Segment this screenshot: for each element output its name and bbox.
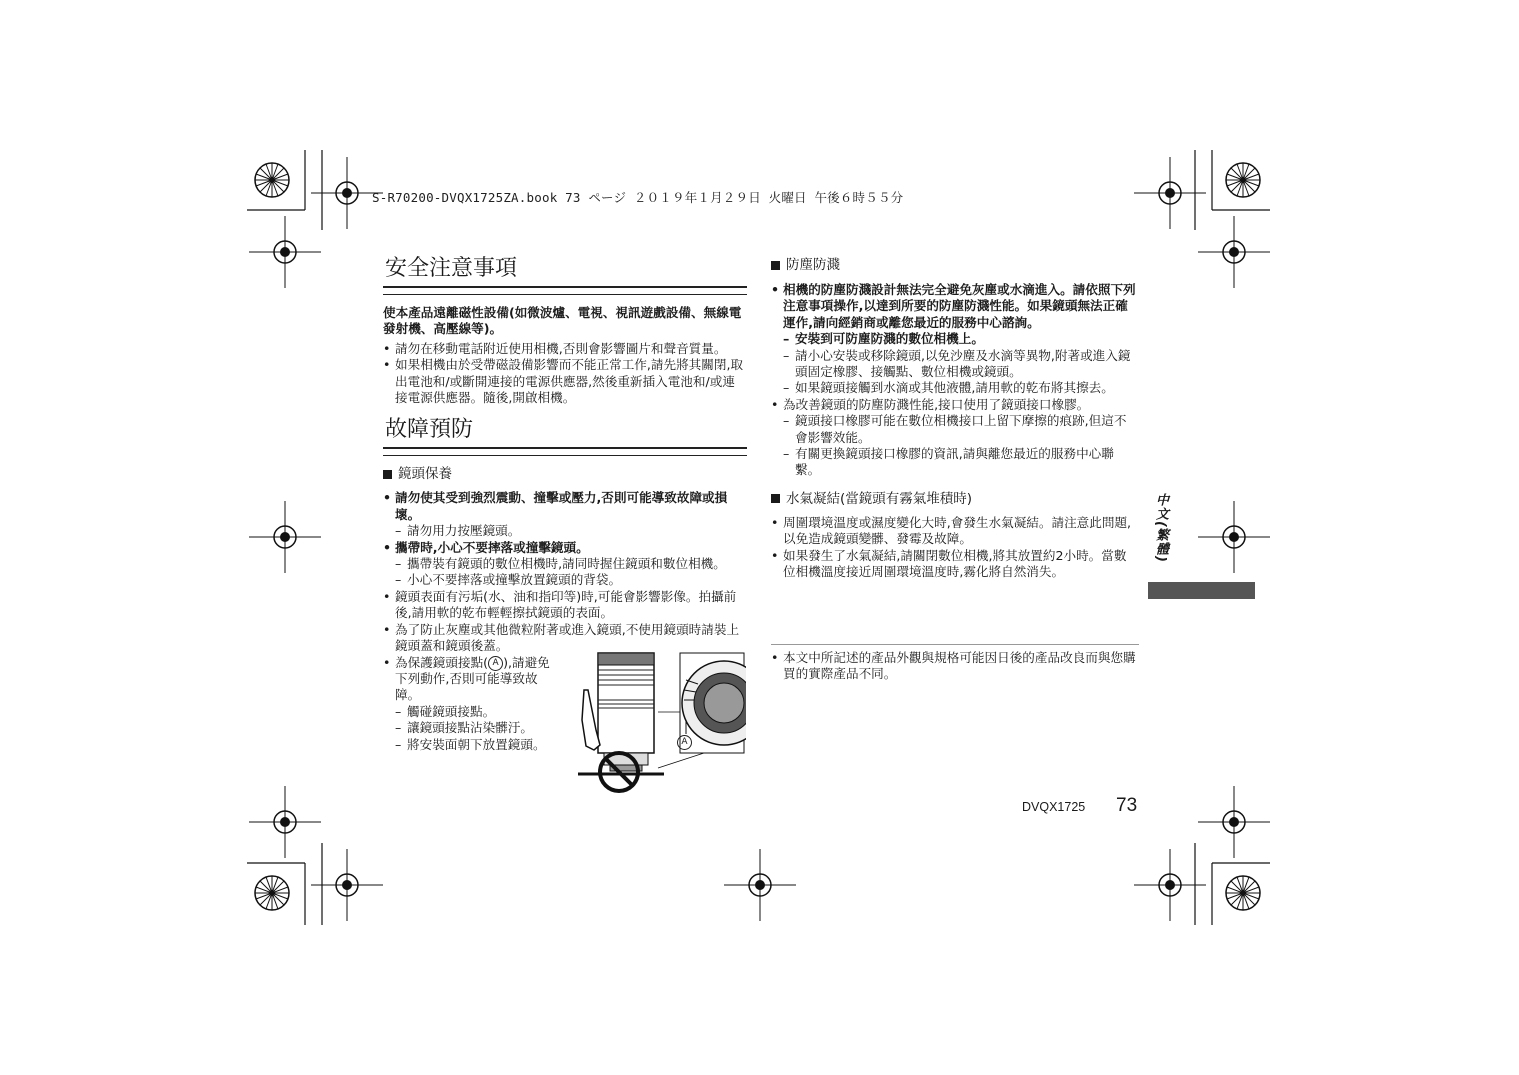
note-block: [771, 650, 1139, 683]
model-code: DVQX1725: [1022, 800, 1086, 814]
square-bullet-icon: [771, 494, 780, 503]
lens-care-heading-text: 鏡頭保養: [398, 466, 452, 483]
contacts-text-post: ),請避免下列動作,否則可能導致故障。: [395, 654, 550, 703]
lens-dash: – 請勿用力按壓鏡頭。: [383, 523, 747, 539]
condensation-bullet: • 周圍環境溫度或濕度變化大時,會發生水氣凝結。請注意此問題,以免造成鏡頭變髒、發霉及故障。: [771, 515, 1139, 548]
safety-bullet: • 請勿在移動電話附近使用相機,否則會影響圖片和聲音質量。: [383, 341, 747, 357]
section-title-prevention: 故障預防: [385, 417, 474, 443]
page-number: 73: [1116, 795, 1138, 816]
dust-dash: – 有關更換鏡頭接口橡膠的資訊,請與離您最近的服務中心聯繫。: [771, 446, 1139, 479]
title-rule: [383, 286, 747, 295]
lens-drawing: [574, 650, 746, 795]
square-bullet-icon: [383, 470, 392, 479]
dust-bullet: • 為改善鏡頭的防塵防濺性能,接口使用了鏡頭接口橡膠。: [771, 397, 1139, 413]
safety-bullet: • 如果相機由於受帶磁設備影響而不能正常工作,請先將其關閉,取出電池和/或斷開連接的電源供應器,然後重新插入電池和/或連接電源供應器。隨後,開啟相機。: [383, 357, 747, 406]
lens-dash: – 攜帶裝有鏡頭的數位相機時,請同時握住鏡頭和數位相機。: [383, 556, 747, 572]
dust-splash-heading: [771, 256, 1139, 274]
right-column: [771, 256, 1139, 581]
contacts-text-pre: 為保護鏡頭接點(: [395, 654, 489, 670]
title-rule: [383, 447, 747, 456]
language-tab-label: 中文(繁體): [1153, 493, 1168, 563]
lens-bullet: • 鏡頭表面有污垢(水、油和指印等)時,可能會影響影像。拍攝前後,請用軟的乾布輕輕擦拭鏡頭的表面。: [383, 589, 747, 622]
lens-dash: – 觸碰鏡頭接點。: [383, 704, 561, 720]
lens-bullet-contacts: [383, 655, 561, 704]
figure-callout-a: A: [677, 735, 692, 750]
note-divider: [771, 644, 1139, 645]
product-change-note: • 本文中所記述的產品外觀與規格可能因日後的產品改良而與您購買的實際產品不同。: [771, 650, 1139, 683]
callout-a-mark: A: [488, 656, 503, 671]
lens-dash: – 讓鏡頭接點沾染髒汙。: [383, 720, 561, 736]
lens-dash: – 小心不要摔落或撞擊放置鏡頭的背袋。: [383, 572, 747, 588]
safety-intro: 使本產品遠離磁性設備(如微波爐、電視、視訊遊戲設備、無線電發射機、高壓線等)。: [383, 305, 742, 337]
square-bullet-icon: [771, 261, 780, 270]
dust-dash: – 鏡頭接口橡膠可能在數位相機接口上留下摩擦的痕跡,但這不會影響效能。: [771, 413, 1139, 446]
lens-care-heading: [383, 465, 747, 483]
dust-bullet: • 相機的防塵防濺設計無法完全避免灰塵或水滴進入。請依照下列注意事項操作,以達到所要的防塵防濺性能。如果鏡頭無法正確運作,請向經銷商或離您最近的服務中心諮詢。: [771, 282, 1139, 331]
dust-dash: – 請小心安裝或移除鏡頭,以免沙塵及水滴等異物,附著或進入鏡頭固定橡膠、接觸點、數位相機或鏡頭。: [771, 348, 1139, 381]
dust-splash-heading-text: 防塵防濺: [786, 257, 840, 273]
lens-bullet: • 請勿使其受到強烈震動、撞擊或壓力,否則可能導致故障或損壞。: [383, 490, 747, 523]
condensation-heading: [771, 490, 1139, 508]
lens-bullet: • 為了防止灰塵或其他微粒附著或進入鏡頭,不使用鏡頭時請裝上鏡頭蓋和鏡頭後蓋。: [383, 622, 747, 655]
dust-dash: – 如果鏡頭接觸到水滴或其他液體,請用軟的乾布將其擦去。: [771, 380, 1139, 396]
condensation-bullet: • 如果發生了水氣凝結,請關閉數位相機,將其放置約2小時。當數位相機溫度接近周圍環境溫度時,霧化將自然消失。: [771, 548, 1139, 581]
lens-dash: – 將安裝面朝下放置鏡頭。: [383, 737, 561, 753]
condensation-heading-text: 水氣凝結(當鏡頭有霧氣堆積時): [786, 490, 973, 507]
lens-bullet: • 攜帶時,小心不要摔落或撞擊鏡頭。: [383, 540, 747, 556]
language-tab-bar: [1148, 582, 1255, 599]
dust-dash: – 安裝到可防塵防濺的數位相機上。: [771, 331, 1139, 347]
lens-illustration: [574, 650, 746, 795]
print-header-line: S-R70200-DVQX1725ZA.book 73 ページ ２０１９年１月２９日 火曜日 午後６時５５分: [372, 190, 904, 205]
section-title-safety: 安全注意事項: [385, 256, 518, 281]
